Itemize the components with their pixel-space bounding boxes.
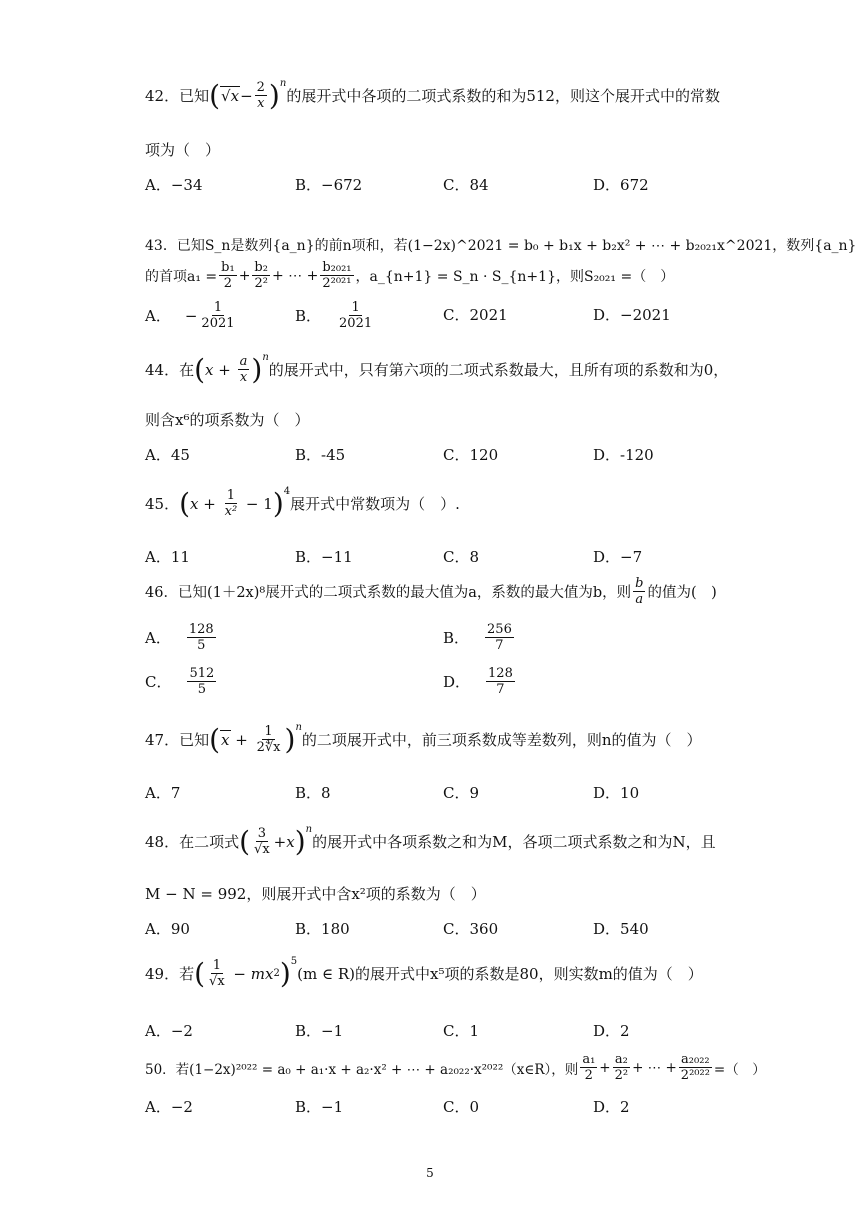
fraction bbox=[187, 622, 216, 653]
option-c[interactable]: C．9 bbox=[443, 784, 480, 802]
binomial-expression: ( $\frac{1}{√x}$ − mx 2 ) 5 bbox=[194, 955, 298, 990]
option-label: B． bbox=[443, 629, 470, 647]
question-46-options-row2 bbox=[145, 666, 745, 704]
option-b[interactable]: B．8 bbox=[295, 784, 331, 802]
fraction bbox=[238, 354, 250, 385]
fraction-numerator: a₂ bbox=[614, 1052, 628, 1067]
fraction bbox=[486, 666, 515, 697]
question-text: 的二项展开式中，前三项系数成等差数列，则n的值为（ ） bbox=[301, 731, 702, 749]
sqrt-term: √x bbox=[221, 87, 240, 105]
question-number: 44．在 bbox=[145, 361, 195, 379]
fraction bbox=[320, 260, 353, 291]
option-a[interactable]: A．−34 bbox=[145, 176, 203, 194]
option-c[interactable]: C．0 bbox=[443, 1098, 480, 1116]
question-text: (m ∈ R)的展开式中x⁵项的系数是80，则实数m的值为（ ） bbox=[297, 965, 703, 983]
option-label: B． bbox=[295, 307, 322, 325]
fraction-denominator: 2∜x bbox=[256, 740, 281, 755]
fraction-numerator: 3 bbox=[257, 826, 266, 841]
option-c[interactable]: C．2021 bbox=[443, 306, 508, 324]
fraction-denominator: x bbox=[239, 370, 248, 385]
question-text: =（ ） bbox=[713, 1061, 766, 1078]
option-b[interactable]: B．180 bbox=[295, 920, 350, 938]
question-text: 的展开式中各项系数之和为M，各项二项式系数之和为N，且 bbox=[312, 833, 716, 851]
fraction-denominator: x² bbox=[224, 504, 238, 519]
binomial-expression: ( x + $\frac{1}{2∜x}$ ) n bbox=[209, 721, 302, 756]
fraction bbox=[219, 260, 237, 291]
question-45-options bbox=[145, 546, 745, 570]
option-b[interactable] bbox=[443, 622, 516, 653]
option-label: A． bbox=[145, 307, 171, 325]
question-45-stem bbox=[145, 485, 460, 520]
fraction bbox=[679, 1052, 712, 1083]
question-44-text-line2: 则含x⁶的项系数为（ ） bbox=[145, 411, 310, 429]
fraction-numerator: b₂ bbox=[254, 260, 268, 275]
option-b[interactable]: B．−1 bbox=[295, 1098, 344, 1116]
fraction-numerator: b₁ bbox=[221, 260, 235, 275]
option-label: A． bbox=[145, 629, 171, 647]
question-47-stem bbox=[145, 721, 702, 756]
question-text: 的展开式中，只有第六项的二项式系数最大，且所有项的系数和为0， bbox=[268, 361, 729, 379]
minus-sign: − bbox=[184, 306, 198, 325]
fraction bbox=[255, 724, 283, 755]
option-b[interactable]: B．−11 bbox=[295, 548, 353, 566]
fraction-numerator: 1 bbox=[212, 958, 221, 973]
fraction bbox=[252, 260, 270, 291]
binomial-expression: ( x + $\frac{a}{x}$ ) n bbox=[194, 351, 269, 386]
question-number: 45． bbox=[145, 495, 180, 513]
option-d[interactable]: D．2 bbox=[593, 1098, 630, 1116]
question-42-options bbox=[145, 174, 745, 198]
fraction-numerator: a₂₀₂₂ bbox=[681, 1052, 710, 1067]
fraction bbox=[255, 80, 267, 111]
option-d[interactable]: D．-120 bbox=[593, 446, 654, 464]
question-text: 50．若(1−2x)²⁰²² = a₀ + a₁·x + a₂·x² + ⋯ + a₂₀₂₂·x²⁰²²（x∈R），则 bbox=[145, 1061, 579, 1078]
fraction bbox=[223, 488, 240, 519]
fraction bbox=[187, 666, 216, 697]
option-d[interactable]: D．−2021 bbox=[593, 306, 671, 324]
fraction-denominator: 2 bbox=[584, 1068, 593, 1083]
text: 的首项a₁ = bbox=[145, 268, 218, 285]
fraction-numerator: b₂₀₂₁ bbox=[322, 260, 352, 275]
question-43-line2: 的首项a₁ = $\frac{\text{b₁}}{2}$ + $\frac{\text{b₂}}{\text{2²}}$ + ⋯ + $\frac{\text{b₂₀₂₁}}{\text{2²⁰²¹}}$ ，a_{n+1} = S_n · S_{n+1}，则S₂₀₂₁ =（ ） bbox=[145, 260, 675, 291]
fraction bbox=[580, 1052, 597, 1083]
fraction-numerator: 1 bbox=[264, 724, 273, 739]
option-c[interactable]: C．120 bbox=[443, 446, 499, 464]
option-b[interactable]: B．-45 bbox=[295, 446, 346, 464]
fraction bbox=[252, 826, 272, 857]
fraction-denominator: 5 bbox=[197, 682, 207, 697]
fraction-numerator: 512 bbox=[189, 666, 215, 681]
fraction-numerator: a₁ bbox=[582, 1052, 596, 1067]
option-label: D． bbox=[443, 673, 471, 691]
option-a[interactable] bbox=[145, 300, 239, 331]
fraction-denominator: 2² bbox=[254, 276, 268, 291]
fraction-denominator: √x bbox=[209, 974, 225, 989]
binomial-expression: ( √x − $\frac{2}{x}$ ) n bbox=[209, 77, 287, 112]
option-a[interactable]: A．90 bbox=[145, 920, 190, 938]
fraction-numerator: 1 bbox=[351, 300, 360, 315]
option-d[interactable]: D．2 bbox=[593, 1022, 630, 1040]
question-text: 46．已知(1＋2x)⁸展开式的二项式系数的最大值为a，系数的最大值为b，则 bbox=[145, 585, 632, 601]
option-b[interactable] bbox=[295, 300, 376, 331]
fraction-denominator: 2² bbox=[614, 1068, 629, 1083]
fraction-denominator: 2 bbox=[223, 276, 233, 291]
question-number: 47．已知 bbox=[145, 731, 210, 749]
question-number: 48．在二项式 bbox=[145, 833, 240, 851]
option-b[interactable]: B．−1 bbox=[295, 1022, 344, 1040]
question-number: 49．若 bbox=[145, 965, 195, 983]
fraction-numerator: a bbox=[239, 354, 248, 369]
fraction bbox=[337, 300, 374, 331]
question-50-options bbox=[145, 1096, 745, 1120]
question-number: 42．已知 bbox=[145, 87, 210, 105]
option-a[interactable] bbox=[145, 622, 218, 653]
fraction-denominator: 2021 bbox=[339, 316, 373, 331]
fraction bbox=[199, 300, 236, 331]
option-c[interactable]: C．8 bbox=[443, 548, 480, 566]
question-49-stem bbox=[145, 955, 703, 990]
fraction bbox=[207, 958, 227, 989]
option-c[interactable]: C．1 bbox=[443, 1022, 480, 1040]
trinomial-expression: ( x + $\frac{1}{\text{x²}}$ − 1 ) 4 bbox=[179, 485, 291, 520]
question-43-line1: 43．已知S_n是数列{a_n}的前n项和，若(1−2x)^2021 = b₀ + b₁x + b₂x² + ⋯ + b₂₀₂₁x^2021，数列{a_n} bbox=[145, 238, 857, 254]
fraction-denominator: 7 bbox=[496, 682, 505, 697]
fraction bbox=[633, 576, 645, 607]
option-a[interactable]: A．−2 bbox=[145, 1098, 193, 1116]
question-42-text-line2: 项为（ ） bbox=[145, 141, 221, 159]
fraction-denominator: a bbox=[635, 592, 644, 607]
option-label: C． bbox=[145, 673, 172, 691]
option-c[interactable]: C．360 bbox=[443, 920, 499, 938]
question-49-options bbox=[145, 1020, 745, 1044]
fraction-denominator: √x bbox=[254, 842, 270, 857]
fraction bbox=[613, 1052, 630, 1083]
fraction bbox=[485, 622, 514, 653]
option-d[interactable]: D．10 bbox=[593, 784, 640, 802]
fraction-numerator: 1 bbox=[226, 488, 236, 503]
minus-sign: − bbox=[240, 86, 253, 105]
fraction-denominator: 2021 bbox=[201, 316, 235, 331]
fraction-numerator: 128 bbox=[188, 622, 214, 637]
option-d[interactable] bbox=[443, 666, 517, 697]
option-a[interactable]: A．45 bbox=[145, 446, 190, 464]
option-d[interactable]: D．672 bbox=[593, 176, 649, 194]
fraction-numerator: 128 bbox=[488, 666, 513, 681]
fraction-numerator: b bbox=[635, 576, 644, 591]
question-42-stem bbox=[145, 77, 720, 112]
question-44-stem bbox=[145, 351, 729, 386]
fraction-denominator: 5 bbox=[197, 638, 206, 653]
question-47-options bbox=[145, 782, 745, 806]
question-43-options bbox=[145, 300, 745, 334]
fraction-numerator: 1 bbox=[213, 300, 223, 315]
option-a[interactable]: A．11 bbox=[145, 548, 190, 566]
question-44-options bbox=[145, 444, 745, 468]
fraction-denominator: 7 bbox=[495, 638, 504, 653]
question-text: 展开式中常数项为（ ）. bbox=[290, 495, 460, 513]
fraction-denominator: 2²⁰²¹ bbox=[322, 276, 352, 291]
text: ，a_{n+1} = S_n · S_{n+1}，则S₂₀₂₁ =（ ） bbox=[355, 268, 675, 285]
binomial-expression: ( $\frac{3}{√x}$ + x ) n bbox=[239, 823, 313, 858]
question-46-stem bbox=[145, 576, 717, 607]
option-a[interactable]: A．7 bbox=[145, 784, 181, 802]
option-d[interactable]: D．540 bbox=[593, 920, 649, 938]
option-b[interactable]: B．−672 bbox=[295, 176, 363, 194]
question-text: 的值为( ) bbox=[647, 585, 717, 601]
option-a[interactable]: A．−2 bbox=[145, 1022, 193, 1040]
question-46-options-row1 bbox=[145, 622, 745, 660]
option-d[interactable]: D．−7 bbox=[593, 548, 643, 566]
option-c[interactable]: C．84 bbox=[443, 176, 489, 194]
page-number: 5 bbox=[426, 1166, 434, 1180]
question-48-text-line2: M − N = 992，则展开式中含x²项的系数为（ ） bbox=[145, 885, 486, 903]
fraction-denominator: 2²⁰²² bbox=[680, 1068, 710, 1083]
option-c[interactable] bbox=[145, 666, 218, 697]
question-50-stem: 50．若(1−2x)²⁰²² = a₀ + a₁·x + a₂·x² + ⋯ + a₂₀₂₂·x²⁰²²（x∈R），则 $\frac{\text{a₁}}{2}$ + $\frac{\text{a₂}}{\text{2²}}$ + ⋯ + $\frac{\text{a₂₀₂₂}}{\text{2²⁰²²}}$ =（ ） bbox=[145, 1052, 766, 1083]
question-48-options bbox=[145, 918, 745, 942]
question-48-stem bbox=[145, 823, 716, 858]
fraction-numerator: 256 bbox=[487, 622, 512, 637]
fraction-denominator: x bbox=[257, 96, 265, 111]
fraction-numerator: 2 bbox=[256, 80, 265, 95]
question-text: 的展开式中各项的二项式系数的和为512，则这个展开式中的常数 bbox=[286, 87, 720, 105]
